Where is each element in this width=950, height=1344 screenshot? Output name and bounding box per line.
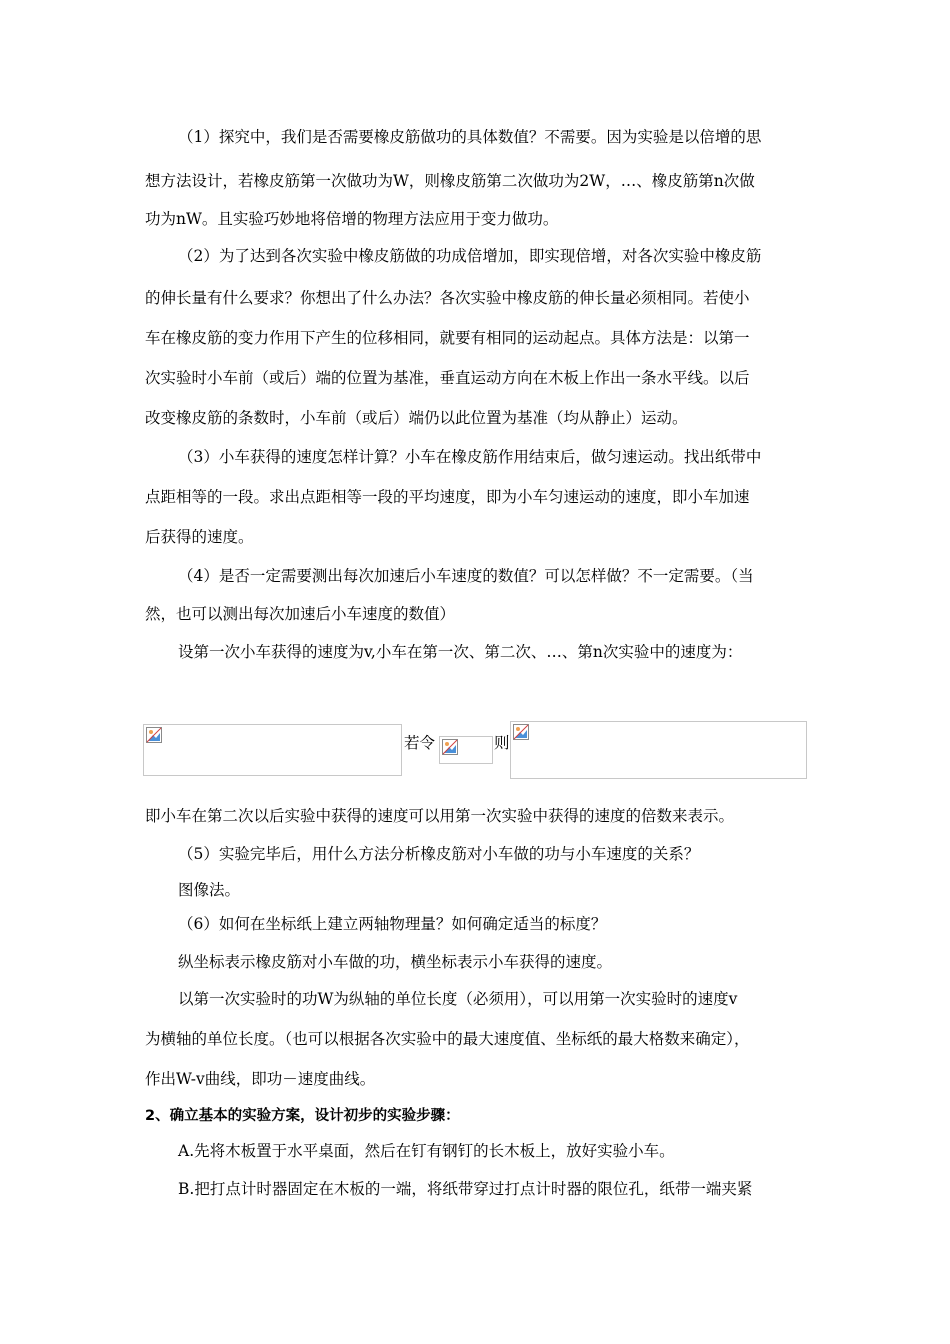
text-line: 作出W-v曲线，即功－速度曲线。 xyxy=(145,1070,376,1088)
text-line: 为横轴的单位长度。（也可以根据各次实验中的最大速度值、坐标纸的最大格数来确定）， xyxy=(145,1030,750,1048)
formula-image-2 xyxy=(439,736,493,764)
text-line: A.先将木板置于水平桌面，然后在钉有钢钉的长木板上，放好实验小车。 xyxy=(178,1142,675,1160)
text-line: （1）探究中，我们是否需要橡皮筋做功的具体数值？不需要。因为实验是以倍增的思 xyxy=(178,128,762,146)
text-line: 设第一次小车获得的速度为v,小车在第一次、第二次、…、第n次实验中的速度为： xyxy=(178,643,743,661)
text-line: B.把打点计时器固定在木板的一端，将纸带穿过打点计时器的限位孔，纸带一端夹紧 xyxy=(178,1180,753,1198)
broken-image-icon xyxy=(442,739,458,755)
formula-image-1 xyxy=(143,724,402,776)
text-line: 然，也可以测出每次加速后小车速度的数值） xyxy=(145,605,456,623)
text-line: （5）实验完毕后，用什么方法分析橡皮筋对小车做的功与小车速度的关系？ xyxy=(178,845,700,863)
text-line: （3）小车获得的速度怎样计算？小车在橡皮筋作用结束后，做匀速运动。找出纸带中 xyxy=(178,448,762,466)
text-line: （6）如何在坐标纸上建立两轴物理量？如何确定适当的标度？ xyxy=(178,915,607,933)
text-line: （2）为了达到各次实验中橡皮筋做的功成倍增加，即实现倍增，对各次实验中橡皮筋 xyxy=(178,247,762,265)
text-line: 后获得的速度。 xyxy=(145,528,254,546)
text-line: 即小车在第二次以后实验中获得的速度可以用第一次实验中获得的速度的倍数来表示。 xyxy=(145,807,735,825)
text-line: 的伸长量有什么要求？你想出了什么办法？各次实验中橡皮筋的伸长量必须相同。若使小 xyxy=(145,289,750,307)
broken-image-icon xyxy=(513,724,529,740)
text-line: 车在橡皮筋的变力作用下产生的位移相同，就要有相同的运动起点。具体方法是：以第一 xyxy=(145,329,750,347)
text-line: 次实验时小车前（或后）端的位置为基准，垂直运动方向在木板上作出一条水平线。以后 xyxy=(145,369,750,387)
text-line: 功为nW。且实验巧妙地将倍增的物理方法应用于变力做功。 xyxy=(145,210,559,228)
formula-image-3 xyxy=(510,721,807,779)
text-line: 想方法设计，若橡皮筋第一次做功为W，则橡皮筋第二次做功为2W，…、橡皮筋第n次做 xyxy=(145,172,755,190)
ze-text: 则 xyxy=(494,734,510,752)
text-line: （4）是否一定需要测出每次加速后小车速度的数值？可以怎样做？不一定需要。（当 xyxy=(178,567,754,585)
text-line: 点距相等的一段。求出点距相等一段的平均速度，即为小车匀速运动的速度，即小车加速 xyxy=(145,488,750,506)
broken-image-icon xyxy=(146,727,162,743)
text-line: 纵坐标表示橡皮筋对小车做的功，横坐标表示小车获得的速度。 xyxy=(178,953,613,971)
text-line: 图像法。 xyxy=(178,881,241,899)
ruo-ling-text: 若令 xyxy=(404,734,436,752)
text-line: 改变橡皮筋的条数时，小车前（或后）端仍以此位置为基准（均从静止）运动。 xyxy=(145,409,688,427)
section-heading: 2、确立基本的实验方案，设计初步的实验步骤： xyxy=(145,1108,460,1124)
text-line: 以第一次实验时的功W为纵轴的单位长度（必须用），可以用第一次实验时的速度v xyxy=(178,990,738,1008)
